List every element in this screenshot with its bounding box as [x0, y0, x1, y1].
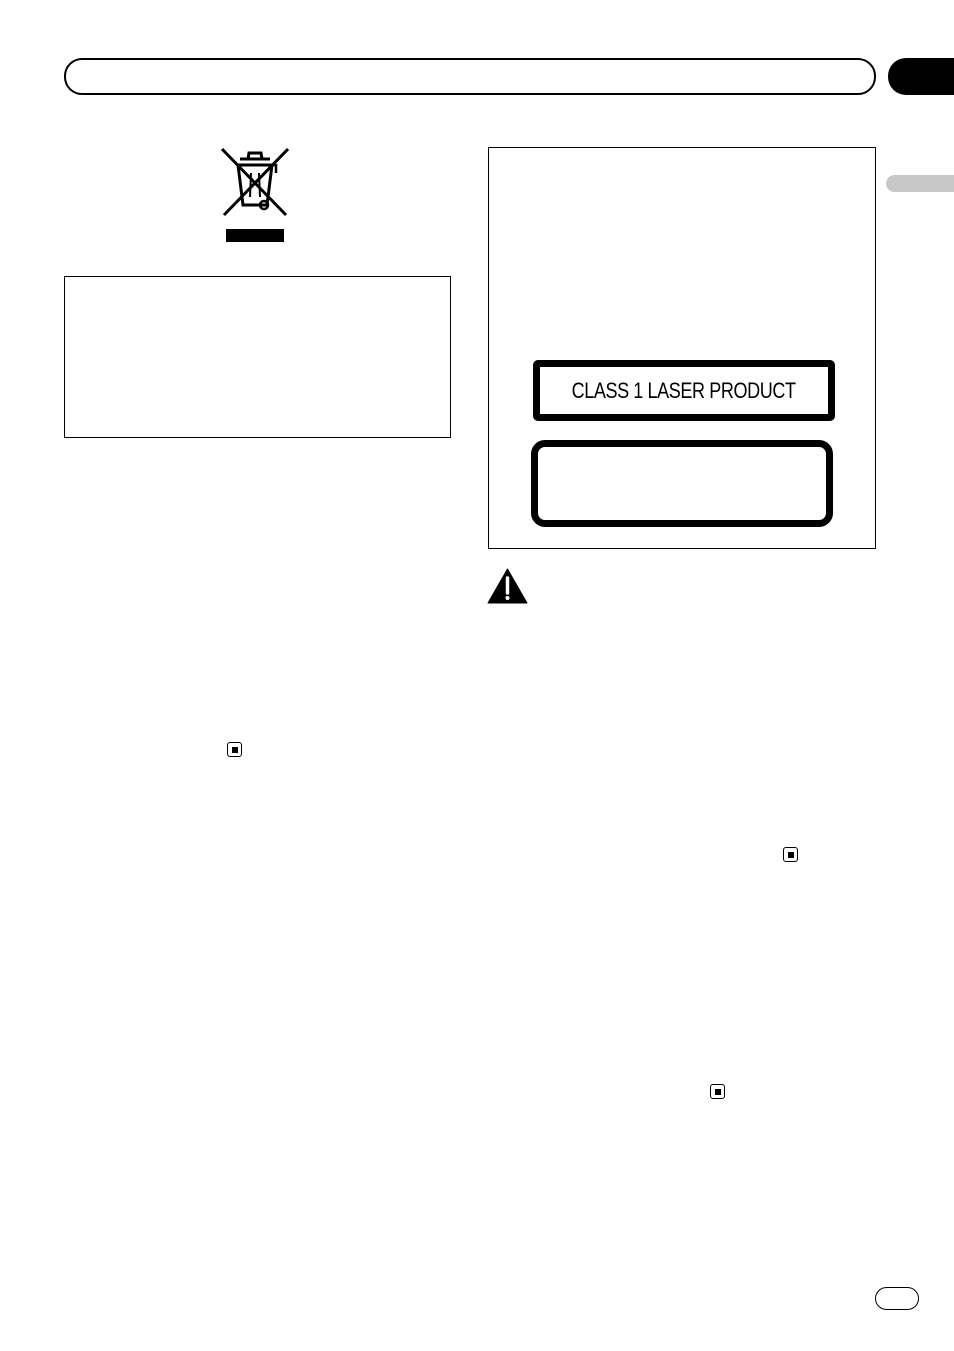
end-of-section-icon	[710, 1084, 725, 1099]
header-bar	[64, 58, 876, 95]
end-of-section-icon	[783, 847, 798, 862]
laser-class-label	[533, 360, 835, 421]
blank-caution-label	[531, 440, 833, 527]
warning-triangle-icon	[487, 568, 528, 604]
laser-class-label-text: CLASS 1 LASER PRODUCT	[572, 377, 796, 403]
crossed-out-wheelie-bin-icon	[218, 145, 292, 245]
end-of-section-icon	[227, 742, 242, 757]
page-number-oval	[875, 1287, 919, 1310]
language-side-tab	[886, 175, 954, 192]
chapter-tab	[888, 58, 954, 95]
left-notice-box	[64, 276, 451, 438]
